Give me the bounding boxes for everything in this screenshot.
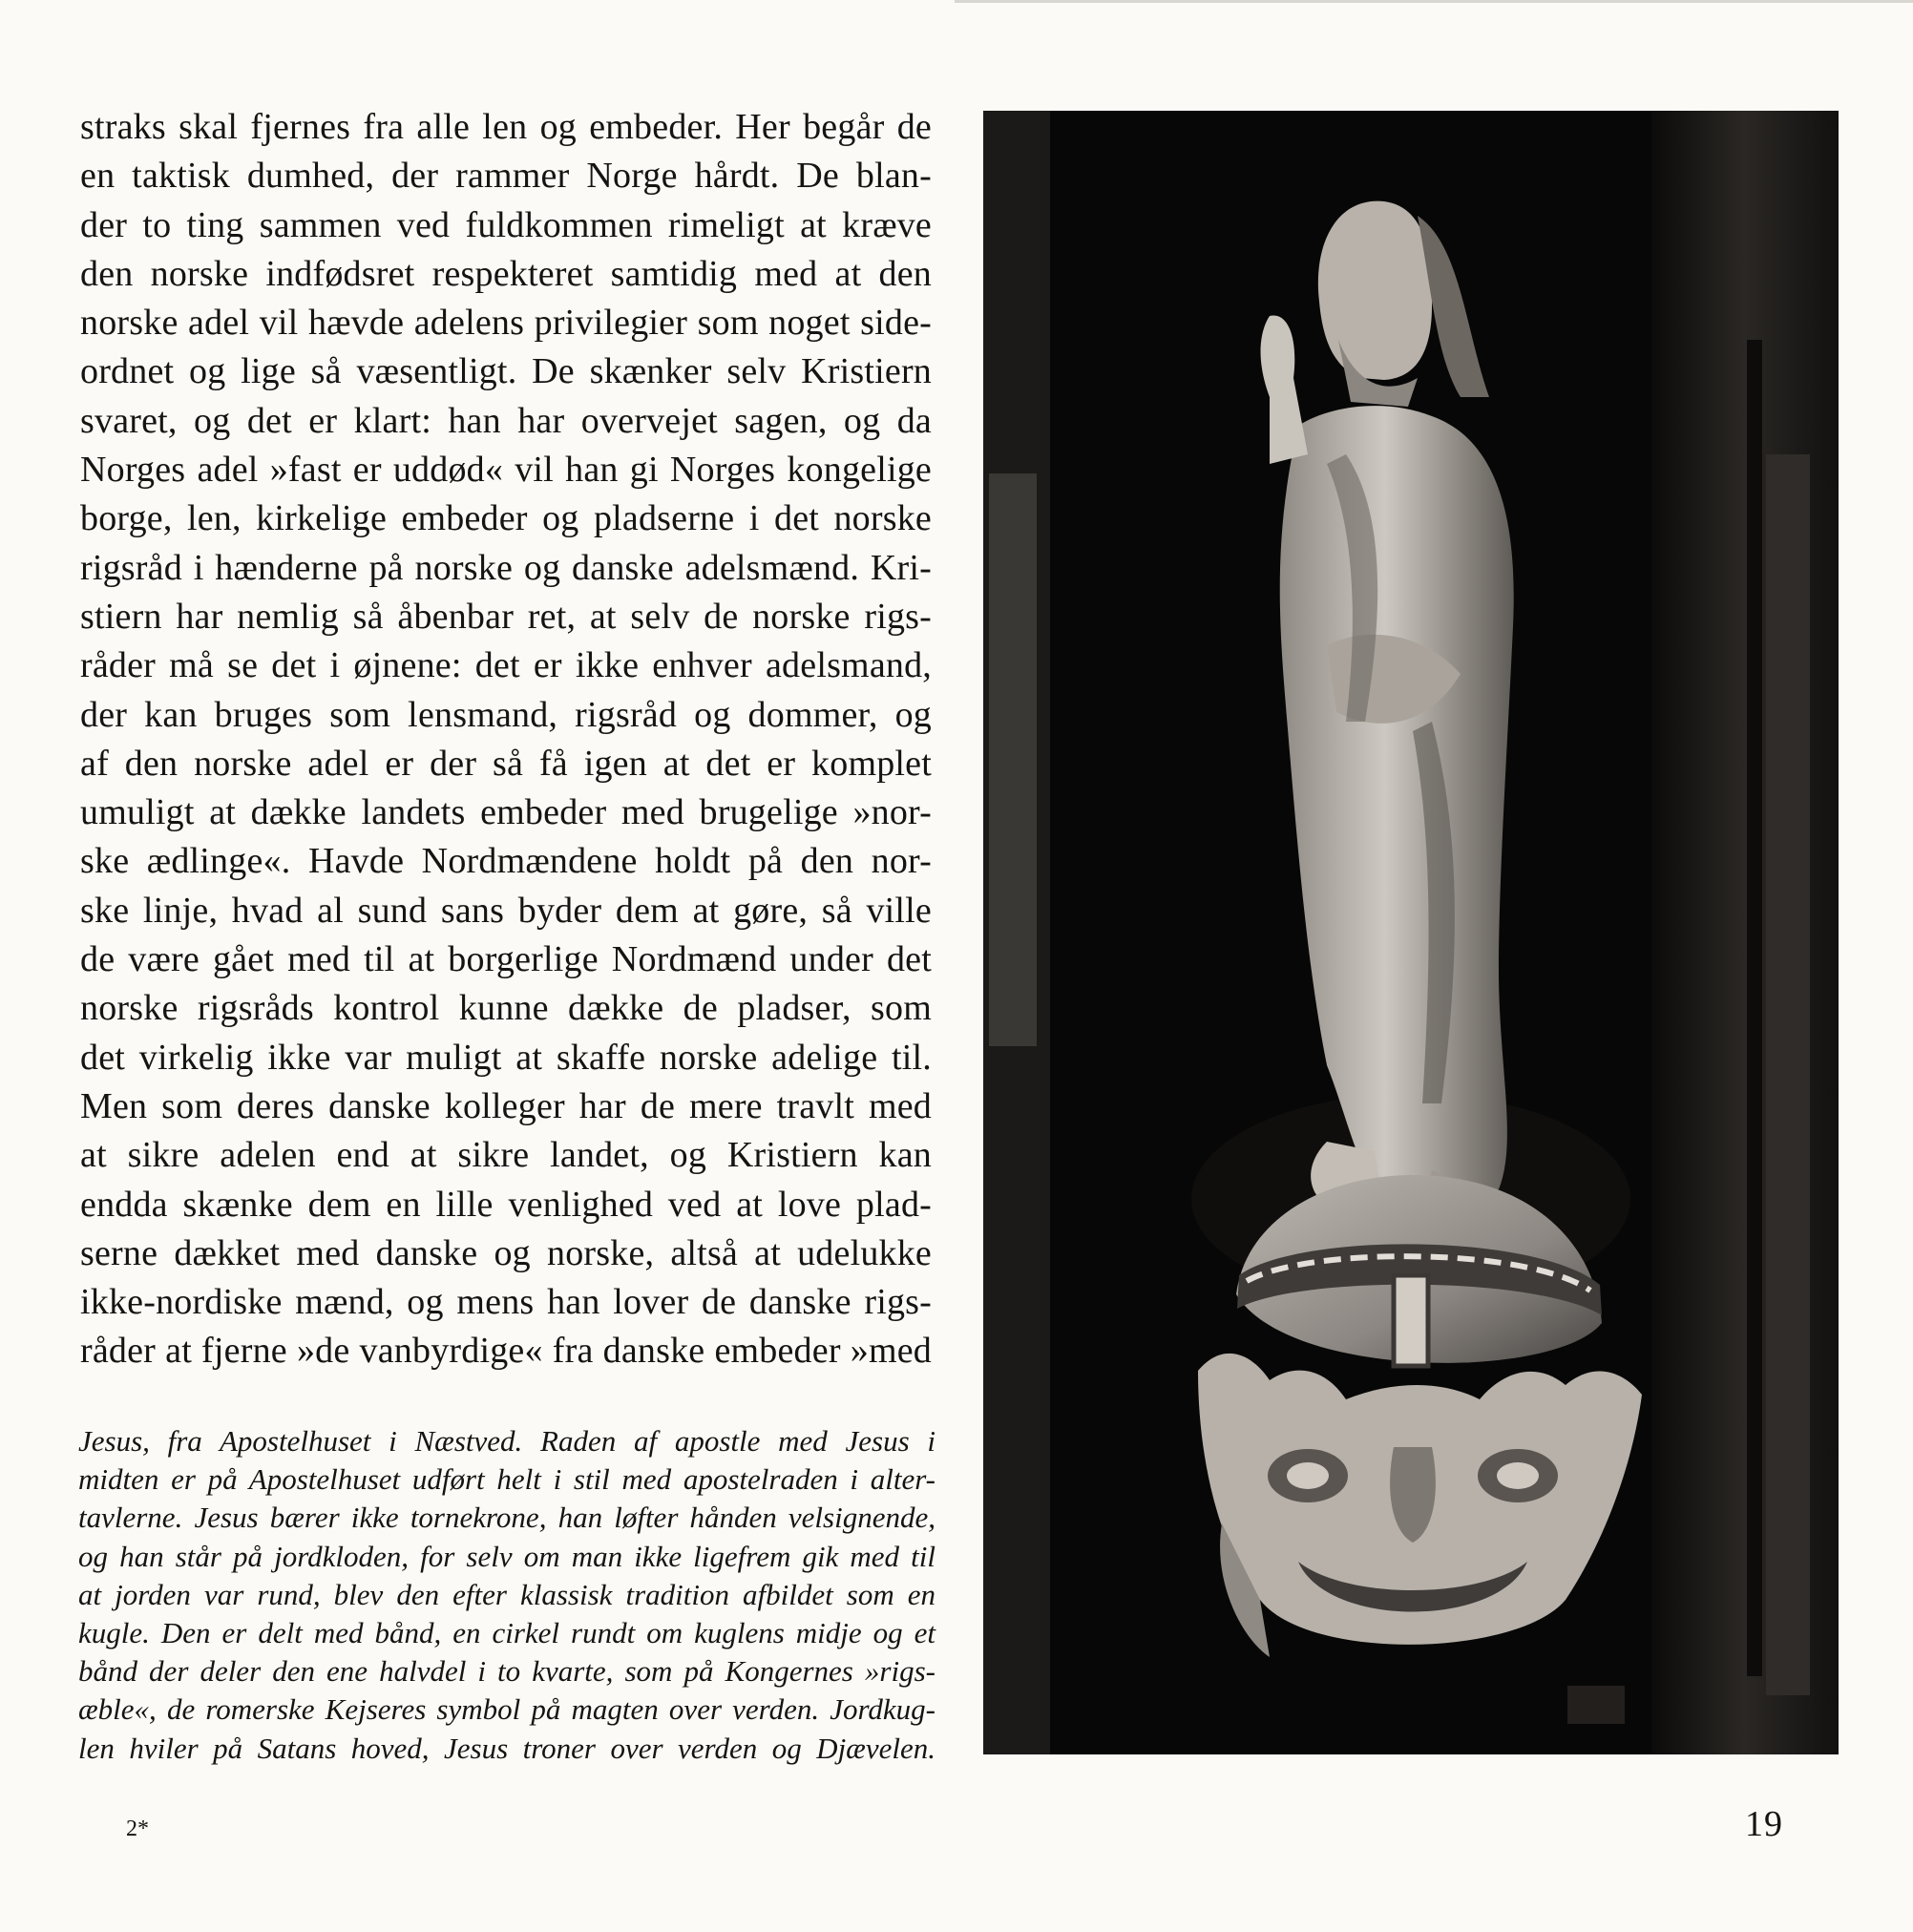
body-line: Norges adel »fast er uddød« vil han gi Norges kongelige <box>80 450 932 491</box>
photo-caption <box>78 1422 935 1768</box>
page-number: 19 <box>1745 1804 1783 1844</box>
caption-line: bånd der deler den ene halvdel i to kvarte, som på Kongernes »rigs- <box>78 1654 935 1689</box>
body-line: Men som deres danske kolleger har de mere travlt med <box>80 1085 932 1126</box>
caption-line: at jorden var rund, blev den efter klassisk tradition afbildet som en <box>78 1577 935 1611</box>
body-line: straks skal fjernes fra alle len og embeder. Her begår de <box>80 107 932 147</box>
body-line: ske ædlinge«. Havde Nordmændene holdt på den nor- <box>80 841 932 882</box>
body-line: umuligt at dække landets embeder med brugelige »nor- <box>80 792 932 833</box>
body-line: der to ting sammen ved fuldkommen rimeligt at kræve <box>80 204 932 245</box>
body-line: de være gået med til at borgerlige Nordmænd under det <box>80 939 932 980</box>
body-line: svaret, og det er klart: han har overvejet sagen, og da <box>80 400 932 441</box>
body-text <box>80 103 932 1376</box>
signature-mark: 2* <box>126 1816 149 1841</box>
right-shadow-line <box>1747 340 1762 1676</box>
bracket <box>1567 1686 1625 1724</box>
body-line: ske linje, hvad al sund sans byder dem at gøre, så ville <box>80 890 932 931</box>
body-line: norske adel vil hævde adelens privilegier som noget side- <box>80 303 932 344</box>
left-timber-highlight <box>989 473 1037 1046</box>
body-line: rigsråd i hænderne på norske og danske adelsmænd. Kri- <box>80 547 932 588</box>
top-edge-rule <box>955 0 1913 3</box>
caption-line: Jesus, fra Apostelhuset i Næstved. Raden af apostle med Jesus i <box>78 1424 935 1458</box>
caption-line: tavlerne. Jesus bærer ikke tornekrone, han løfter hånden velsignende, <box>78 1501 935 1535</box>
statue-illustration <box>983 111 1839 1754</box>
body-line: ordnet og lige så væsentligt. De skænker selv Kristiern <box>80 351 932 392</box>
body-line: der kan bruges som lensmand, rigsråd og dommer, og <box>80 694 932 735</box>
body-line: norske rigsråds kontrol kunne dække de pladser, som <box>80 988 932 1029</box>
body-line: af den norske adel er der så få igen at det er komplet <box>80 743 932 784</box>
body-line: råder må se det i øjnene: det er ikke enhver adelsmand, <box>80 645 932 686</box>
body-line: at sikre adelen end at sikre landet, og Kristiern kan <box>80 1135 932 1176</box>
right-post <box>1766 454 1810 1695</box>
body-line: råder at fjerne »de vanbyrdige« fra danske embeder »med <box>80 1331 932 1372</box>
body-line: serne dækket med danske og norske, altså at udelukke <box>80 1232 932 1273</box>
body-line: borge, len, kirkelige embeder og pladserne i det norske <box>80 498 932 539</box>
body-line: stiern har nemlig så åbenbar ret, at selv de norske rigs- <box>80 596 932 637</box>
caption-line: kugle. Den er delt med bånd, en cirkel rundt om kuglens midje og et <box>78 1616 935 1650</box>
caption-line: len hviler på Satans hoved, Jesus troner over verden og Djævelen. <box>78 1731 935 1765</box>
caption-line: æble«, de romerske Kejseres symbol på magten over verden. Jordkug- <box>78 1692 935 1727</box>
body-line: det virkelig ikke var muligt at skaffe norske adelige til. <box>80 1037 932 1078</box>
caption-line: og han står på jordkloden, for selv om man ikke ligefrem gik med til <box>78 1539 935 1573</box>
right-timber <box>1651 111 1839 1754</box>
body-line: endda skænke dem en lille venlighed ved at love plad- <box>80 1184 932 1225</box>
statue-photograph <box>983 111 1839 1754</box>
body-line: den norske indfødsret respekteret samtidig med at den <box>80 253 932 294</box>
body-line: en taktisk dumhed, der rammer Norge hårdt. De blan- <box>80 156 932 197</box>
caption-line: midten er på Apostelhuset udført helt i stil med apostelraden i alter- <box>78 1462 935 1497</box>
body-line: ikke-nordiske mænd, og mens han lover de danske rigs- <box>80 1282 932 1323</box>
